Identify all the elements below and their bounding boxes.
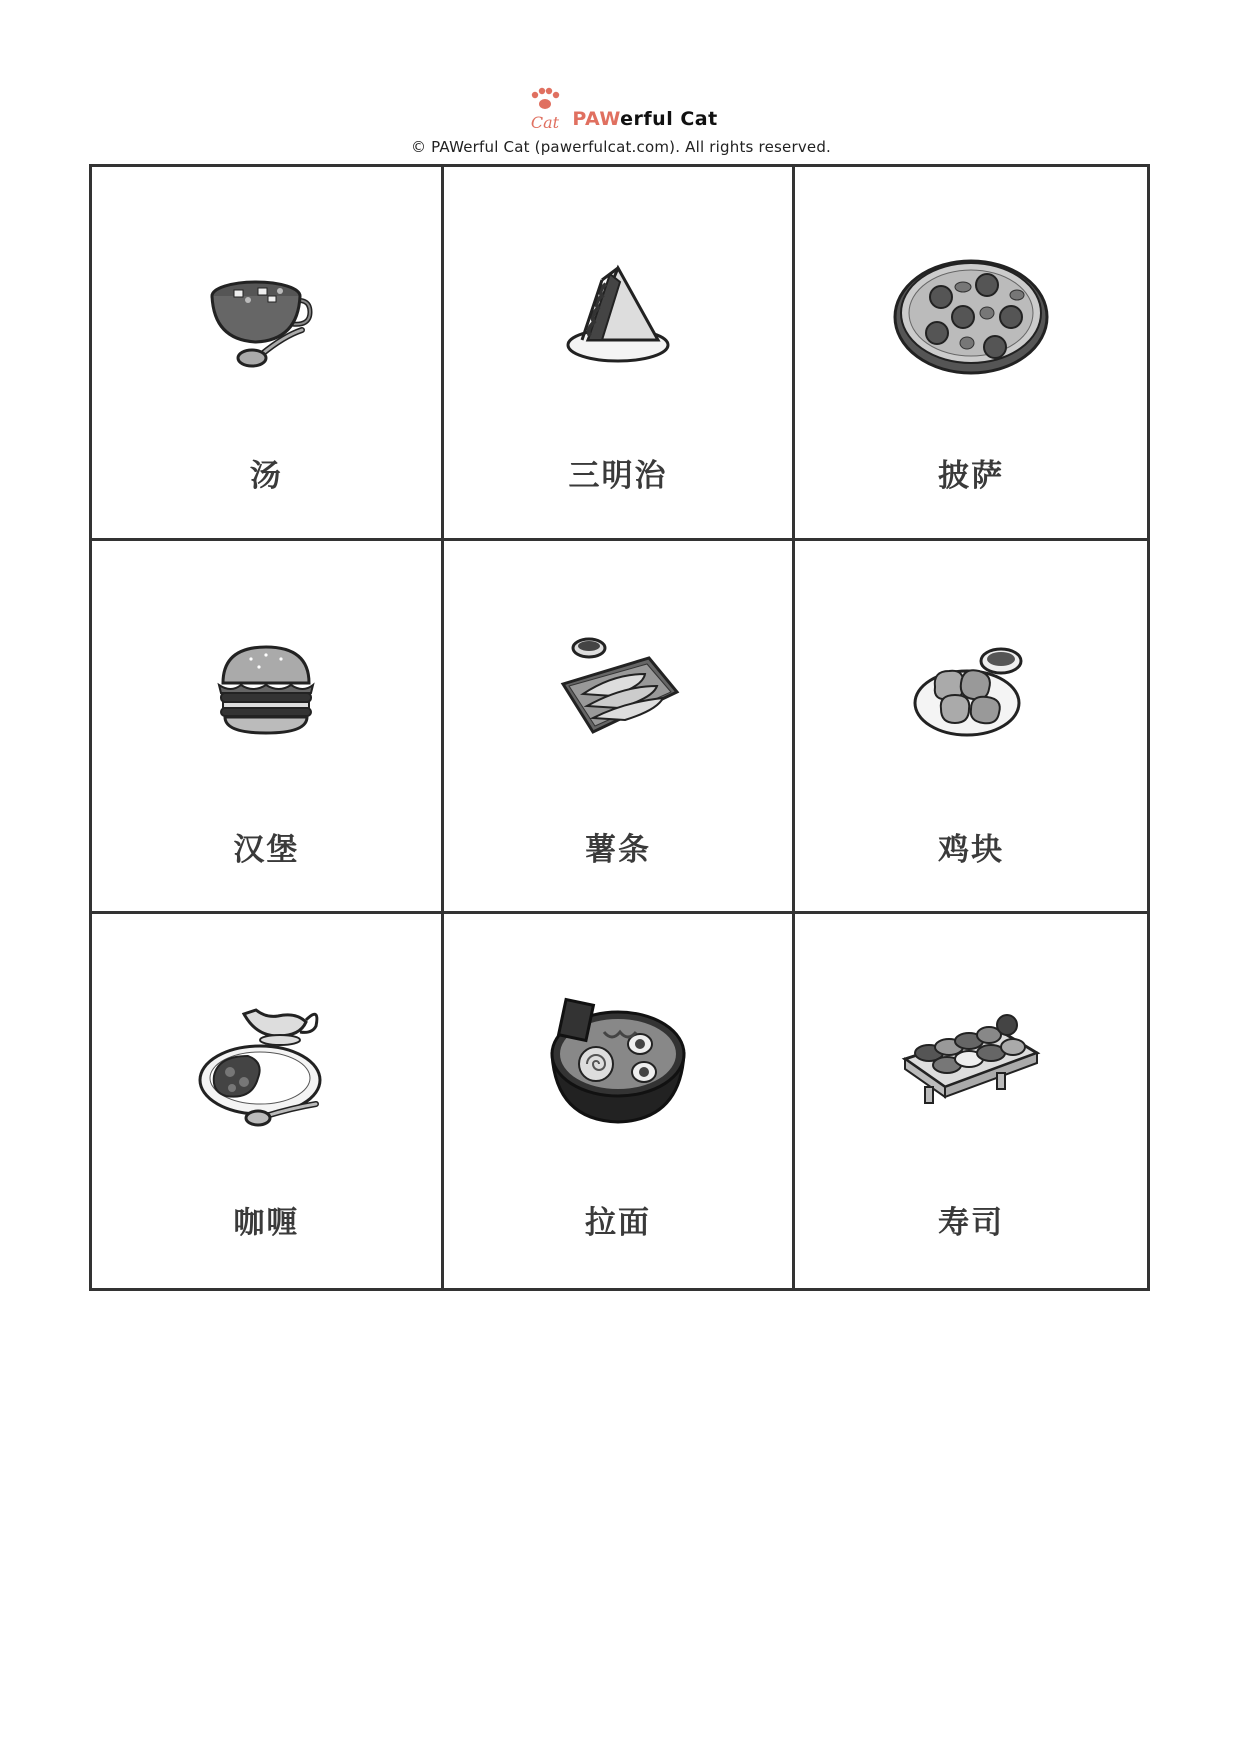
hamburger-icon (211, 639, 321, 743)
card-nuggets (795, 541, 1147, 915)
nuggets-icon (911, 639, 1031, 743)
card-label: 汉堡 (233, 831, 300, 868)
card-label: 鸡块 (938, 831, 1005, 868)
card-label: 披萨 (938, 458, 1005, 494)
sushi-icon (901, 1007, 1041, 1121)
card-label: 寿司 (938, 1205, 1005, 1242)
flashcard-grid (89, 164, 1150, 1291)
card-ramen (444, 914, 796, 1288)
logo-word: Cat (531, 113, 560, 132)
card-label: 咖喱 (233, 1205, 300, 1242)
card-label: 三明治 (568, 458, 668, 494)
ramen-icon (548, 992, 688, 1136)
pizza-icon (891, 255, 1051, 379)
copyright-notice: © PAWerful Cat (pawerfulcat.com). All rights reserved. (410, 138, 832, 156)
card-curry (92, 914, 444, 1288)
card-pizza (795, 167, 1147, 541)
sandwich-icon (558, 260, 678, 374)
brand-name: PAWerful Cat (572, 108, 718, 130)
card-sushi (795, 914, 1147, 1288)
card-label: 薯条 (584, 831, 651, 868)
curry-icon (196, 992, 336, 1136)
card-label: 汤 (249, 458, 283, 494)
paw-logo-icon (524, 86, 566, 132)
card-hamburger (92, 541, 444, 915)
card-sandwich (444, 167, 796, 541)
page-header (0, 86, 1242, 156)
fries-icon (553, 634, 683, 748)
card-label: 拉面 (584, 1205, 651, 1242)
card-fries (444, 541, 796, 915)
brand-logo (524, 86, 717, 132)
card-soup (92, 167, 444, 541)
soup-icon (206, 260, 326, 374)
